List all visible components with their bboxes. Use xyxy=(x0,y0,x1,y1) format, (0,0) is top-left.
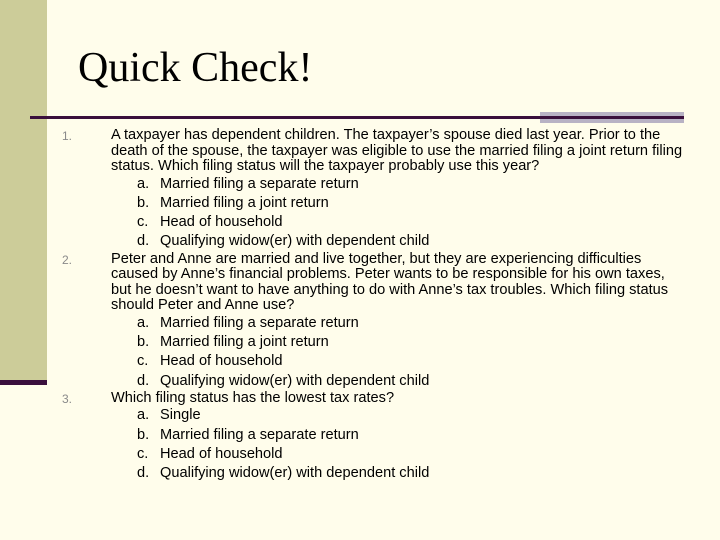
option-letter: a. xyxy=(137,314,150,331)
question-list xyxy=(62,128,687,483)
option-text: Married filing a separate return xyxy=(160,175,359,192)
option-letter: c. xyxy=(137,214,149,231)
answer-option xyxy=(137,372,687,391)
question-text: Peter and Anne are married and live together, but they are experiencing difficulties caused by Anne’s financial problems. Peter wants to be responsible for his own taxes, but he doesn’t want to have anything to do with Anne’s tax troubles. Which filing status should Peter and Anne use? xyxy=(111,250,669,314)
question-number: 1. xyxy=(62,129,73,143)
question-number: 2. xyxy=(62,252,73,267)
title-rule xyxy=(30,116,684,119)
option-letter: b. xyxy=(137,334,150,351)
option-text: Head of household xyxy=(160,214,283,231)
option-letter: d. xyxy=(137,372,150,389)
left-band-rule xyxy=(0,380,47,385)
question-text: A taxpayer has dependent children. The taxpayer’s spouse died last year. Prior to the death of the spouse, the taxpayer was eligible to use the married filing a joint return filing status. Which filing status will the taxpayer probably use this year? xyxy=(111,127,683,175)
answer-option xyxy=(137,333,687,352)
option-letter: c. xyxy=(137,353,149,370)
option-text: Head of household xyxy=(160,353,283,370)
question-3 xyxy=(62,391,687,483)
option-text: Married filing a joint return xyxy=(160,194,329,211)
option-text: Single xyxy=(160,407,201,424)
answer-options xyxy=(137,314,687,391)
answer-option xyxy=(137,406,687,425)
option-letter: c. xyxy=(137,445,149,462)
option-text: Qualifying widow(er) with dependent child xyxy=(160,372,430,389)
option-letter: a. xyxy=(137,175,150,192)
option-text: Married filing a joint return xyxy=(160,334,329,351)
answer-option xyxy=(137,445,687,464)
answer-options xyxy=(137,406,687,483)
answer-option xyxy=(137,314,687,333)
option-letter: b. xyxy=(137,426,150,443)
option-text: Qualifying widow(er) with dependent child xyxy=(160,464,430,481)
answer-option xyxy=(137,232,687,251)
slide-title: Quick Check! xyxy=(78,45,313,91)
question-number: 3. xyxy=(62,391,73,406)
question-2 xyxy=(62,252,687,391)
answer-options xyxy=(137,175,687,252)
answer-option xyxy=(137,194,687,213)
question-1 xyxy=(62,128,687,252)
option-text: Qualifying widow(er) with dependent child xyxy=(160,233,430,250)
answer-option xyxy=(137,426,687,445)
option-letter: b. xyxy=(137,194,150,211)
answer-option xyxy=(137,352,687,371)
option-letter: d. xyxy=(137,233,150,250)
question-text: Which filing status has the lowest tax rates? xyxy=(111,389,395,406)
answer-option xyxy=(137,464,687,483)
option-letter: a. xyxy=(137,407,150,424)
answer-option xyxy=(137,175,687,194)
option-text: Head of household xyxy=(160,445,283,462)
option-text: Married filing a separate return xyxy=(160,314,359,331)
answer-option xyxy=(137,213,687,232)
option-letter: d. xyxy=(137,464,150,481)
left-decorative-band xyxy=(0,0,47,384)
option-text: Married filing a separate return xyxy=(160,426,359,443)
